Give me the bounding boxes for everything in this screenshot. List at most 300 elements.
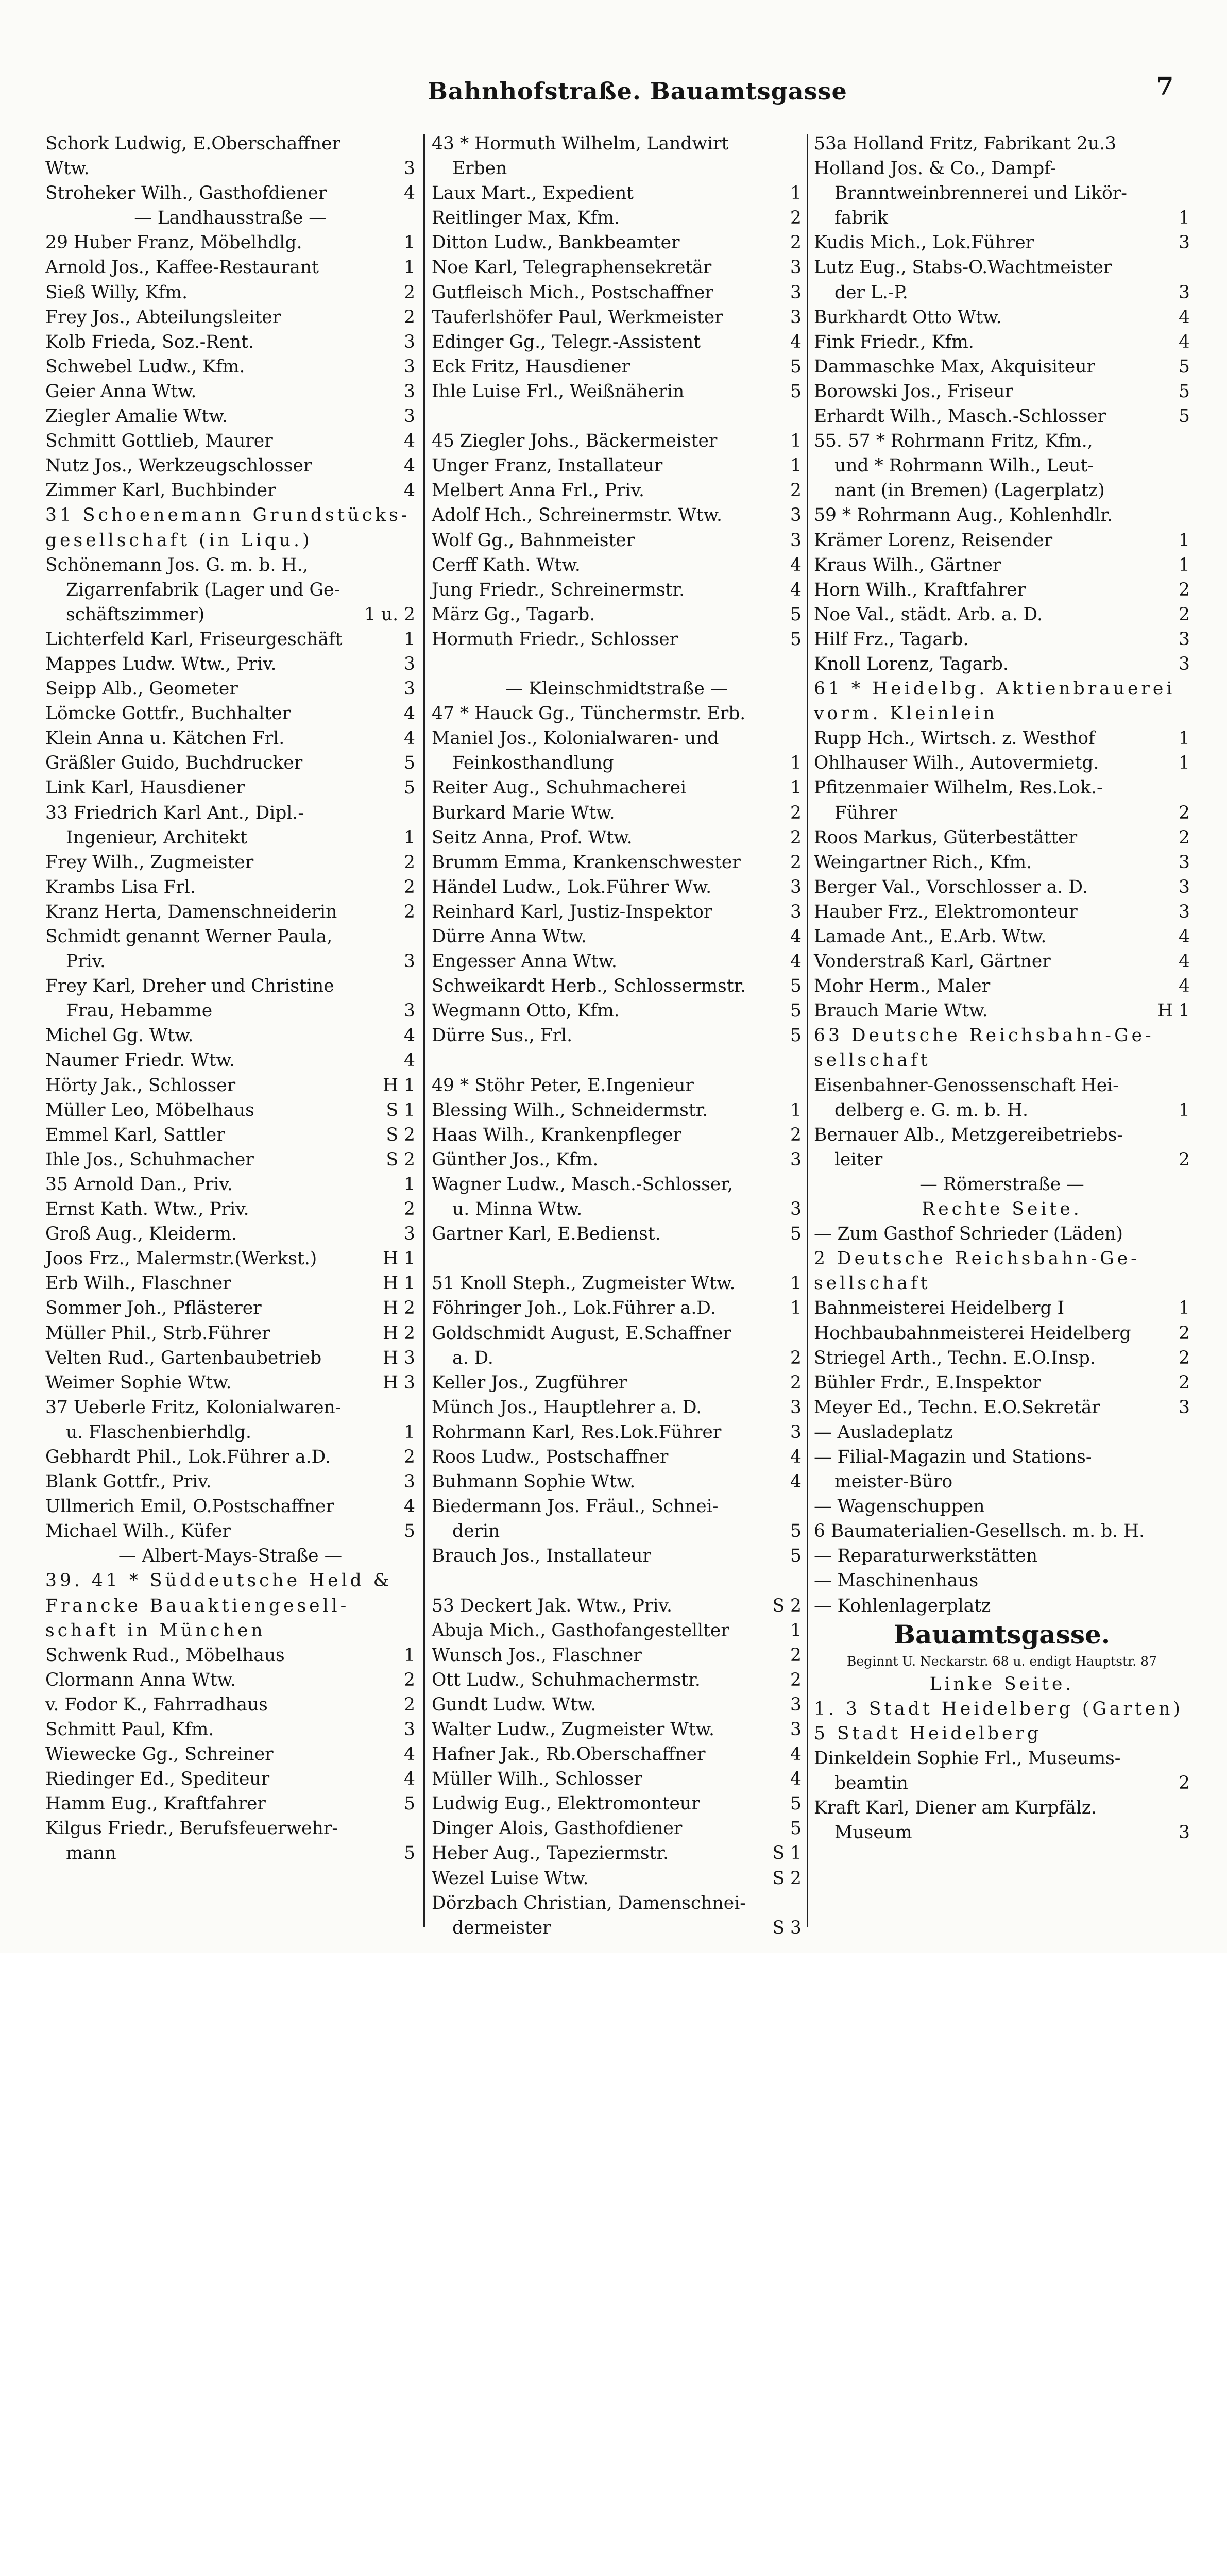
floor-number: 3 (404, 1719, 415, 1740)
entry-text: Krämer Lorenz, Reisender (814, 530, 1053, 551)
entry-text: Lutz Eug., Stabs-O.Wachtmeister (814, 257, 1112, 278)
directory-entry (45, 1197, 415, 1222)
entry-text: 61 * Heidelbg. Aktienbrauerei (814, 679, 1175, 700)
floor-number: 5 (404, 1843, 415, 1864)
entry-text: und * Rohrmann Wilh., Leut- (834, 455, 1094, 477)
floor-number: 5 (790, 1001, 802, 1022)
directory-entry (814, 602, 1190, 627)
entry-text: Francke Bauaktiengesell- (45, 1595, 350, 1616)
floor-number: 2 (404, 1446, 415, 1467)
entry-text: Naumer Friedr. Wtw. (45, 1050, 235, 1071)
directory-entry (814, 1697, 1190, 1721)
floor-number: S 1 (772, 1843, 802, 1864)
floor-number: 1 (790, 1620, 802, 1641)
directory-entry (432, 354, 802, 379)
floor-number: 2 (404, 876, 415, 897)
directory-entry (45, 1692, 415, 1717)
floor-number: 1 (790, 183, 802, 204)
floor-number: 4 (790, 926, 802, 947)
entry-text: Michel Gg. Wtw. (45, 1025, 194, 1046)
entry-text: Nutz Jos., Werkzeugschlosser (45, 455, 312, 477)
entry-text: 53a Holland Fritz, Fabrikant 2u.3 (814, 133, 1117, 154)
directory-entry (45, 1073, 415, 1098)
entry-text: leiter (834, 1149, 883, 1170)
entry-text: Gundt Ludw. Wtw. (432, 1694, 597, 1715)
entry-text: Bauamtsgasse. (893, 1619, 1111, 1650)
directory-entry (814, 280, 1190, 305)
entry-text: Edinger Gg., Telegr.-Assistent (432, 331, 701, 352)
directory-entry (814, 801, 1190, 825)
directory-entry (45, 553, 415, 578)
floor-number: 5 (404, 777, 415, 799)
directory-entry (45, 1544, 415, 1568)
entry-text: Knoll Lorenz, Tagarb. (814, 653, 1009, 674)
floor-number: 1 (790, 1273, 802, 1294)
directory-entry (814, 1073, 1190, 1098)
entry-text: Erben (452, 158, 507, 179)
floor-number: 1 (404, 1174, 415, 1195)
floor-number: 3 (404, 406, 415, 427)
directory-entry (814, 1618, 1190, 1651)
column-3 (814, 131, 1190, 1922)
directory-entry (432, 1594, 802, 1618)
directory-entry (45, 1767, 415, 1791)
floor-number: 2 (1179, 1372, 1190, 1393)
entry-text: 37 Ueberle Fritz, Kolonialwaren- (45, 1397, 342, 1418)
directory-entry (814, 1370, 1190, 1395)
floor-number: 1 (404, 232, 415, 253)
floor-number: 4 (404, 703, 415, 724)
directory-entry (432, 1073, 802, 1098)
directory-entry (45, 131, 415, 156)
footer (0, 1953, 1227, 2117)
directory-entry (814, 924, 1190, 949)
directory-entry (814, 775, 1190, 800)
directory-entry (814, 404, 1190, 429)
floor-number: 5 (1179, 356, 1190, 377)
floor-number: 4 (790, 1471, 802, 1493)
entry-text: Holland Jos. & Co., Dampf- (814, 158, 1056, 179)
directory-entry (814, 1420, 1190, 1445)
floor-number: 2 (790, 480, 802, 501)
floor-number: 4 (404, 183, 415, 204)
directory-entry (432, 1692, 802, 1717)
entry-text: Blank Gottfr., Priv. (45, 1471, 212, 1493)
entry-text: Gebhardt Phil., Lok.Führer a.D. (45, 1446, 331, 1467)
entry-text: beamtin (834, 1773, 908, 1793)
entry-text: Erhardt Wilh., Masch.-Schlosser (814, 406, 1106, 427)
entry-text: Dürre Anna Wtw. (432, 926, 587, 947)
directory-entry (432, 652, 802, 676)
floor-number: 2 (790, 1372, 802, 1393)
directory-entry (45, 726, 415, 751)
directory-entry (45, 478, 415, 503)
directory-entry (814, 1519, 1190, 1544)
entry-text: 43 * Hormuth Wilhelm, Landwirt (432, 133, 729, 154)
entry-text: Rupp Hch., Wirtsch. z. Westhof (814, 728, 1095, 749)
entry-text: Unger Franz, Installateur (432, 455, 663, 477)
directory-entry (432, 1147, 802, 1172)
entry-text: 29 Huber Franz, Möbelhdlg. (45, 232, 302, 253)
entry-text: Burkhardt Otto Wtw. (814, 307, 1002, 328)
directory-entry (814, 1494, 1190, 1519)
entry-text: Feinkosthandlung (452, 753, 614, 774)
column-1 (45, 131, 415, 1922)
floor-number: 2 (404, 852, 415, 873)
floor-number: 3 (1179, 1822, 1190, 1843)
directory-entry (432, 775, 802, 800)
entry-text: Abuja Mich., Gasthofangestellter (432, 1620, 729, 1641)
directory-entry (814, 974, 1190, 998)
floor-number: 4 (790, 331, 802, 352)
entry-text: Clormann Anna Wtw. (45, 1669, 236, 1690)
entry-text: Schmitt Paul, Kfm. (45, 1719, 214, 1740)
directory-entry (432, 875, 802, 900)
directory-entry (814, 751, 1190, 775)
directory-entry (45, 1717, 415, 1742)
entry-text: Führer (834, 802, 897, 823)
entry-text: Schweikardt Herb., Schlossermstr. (432, 976, 746, 997)
directory-entry (432, 1346, 802, 1370)
entry-text: März Gg., Tagarb. (432, 604, 595, 625)
entry-text: 39. 41 * Süddeutsche Held & (45, 1570, 393, 1591)
floor-number: 3 (790, 1719, 802, 1740)
directory-entry (814, 1123, 1190, 1147)
entry-text: derin (452, 1521, 500, 1542)
directory-entry (45, 330, 415, 354)
entry-text: Rohrmann Karl, Res.Lok.Führer (432, 1421, 722, 1443)
entry-text: Seipp Alb., Geometer (45, 679, 238, 700)
directory-entry (432, 701, 802, 726)
directory-entry (814, 578, 1190, 602)
entry-text: Sommer Joh., Pflästerer (45, 1298, 262, 1319)
entry-text: — Römerstraße — (919, 1174, 1084, 1195)
directory-entry (45, 1816, 415, 1841)
entry-text: Zigarrenfabrik (Lager und Ge- (66, 579, 340, 600)
entry-text: Noe Karl, Telegraphensekretär (432, 257, 712, 278)
entry-text: Maniel Jos., Kolonialwaren- und (432, 728, 719, 749)
directory-entry (45, 627, 415, 652)
entry-text: Eck Fritz, Hausdiener (432, 356, 630, 377)
entry-text: Michael Wilh., Küfer (45, 1521, 231, 1542)
directory-entry (45, 1346, 415, 1370)
directory-entry (432, 453, 802, 478)
entry-text: Ziegler Amalie Wtw. (45, 406, 228, 427)
directory-entry (45, 206, 415, 230)
directory-entry (432, 1816, 802, 1841)
floor-number: 2 (790, 1645, 802, 1666)
floor-number: 3 (404, 1224, 415, 1245)
entry-text: Ihle Jos., Schuhmacher (45, 1149, 254, 1170)
directory-entry (432, 1023, 802, 1048)
floor-number: 2 (1179, 1323, 1190, 1344)
directory-entry (432, 1717, 802, 1742)
entry-text: 63 Deutsche Reichsbahn-Ge- (814, 1025, 1154, 1046)
floor-number: 1 (404, 257, 415, 278)
directory-entry (45, 1791, 415, 1816)
entry-text: — Zum Gasthof Schrieder (Läden) (814, 1224, 1123, 1245)
entry-text: 59 * Rohrmann Aug., Kohlenhdlr. (814, 505, 1113, 526)
entry-text: Reiter Aug., Schuhmacherei (432, 777, 687, 799)
directory-entry (432, 1246, 802, 1271)
entry-text: Rechte Seite. (922, 1199, 1082, 1220)
entry-text: Kolb Frieda, Soz.-Rent. (45, 331, 254, 352)
floor-number: 5 (790, 604, 802, 625)
floor-number: 1 (404, 827, 415, 848)
floor-number: 3 (790, 1397, 802, 1418)
floor-number: 4 (404, 1050, 415, 1071)
directory-entry (814, 131, 1190, 156)
floor-number: 4 (404, 1744, 415, 1765)
floor-number: 1 (790, 431, 802, 452)
directory-entry (432, 1841, 802, 1866)
directory-entry (432, 206, 802, 230)
entry-text: Engesser Anna Wtw. (432, 951, 617, 972)
floor-number: S 1 (386, 1099, 415, 1121)
column-divider (807, 134, 808, 1927)
directory-entry (45, 429, 415, 453)
entry-text: Krambs Lisa Frl. (45, 876, 196, 897)
entry-text: Beginnt U. Neckarstr. 68 u. endigt Hauptstr. 87 (847, 1653, 1157, 1669)
floor-number: 3 (790, 1199, 802, 1220)
directory-entry (814, 900, 1190, 924)
entry-text: Meyer Ed., Techn. E.O.Sekretär (814, 1397, 1100, 1418)
directory-entry (814, 1672, 1190, 1697)
entry-text: Mohr Herm., Maler (814, 976, 991, 997)
entry-text: Priv. (66, 951, 106, 972)
directory-entry (432, 825, 802, 850)
directory-entry (814, 701, 1190, 726)
floor-number: H 1 (382, 1248, 415, 1269)
entry-text: Münch Jos., Hauptlehrer a. D. (432, 1397, 702, 1418)
directory-entry (814, 181, 1190, 206)
entry-text: Laux Mart., Expedient (432, 183, 634, 204)
floor-number: 3 (1179, 282, 1190, 303)
entry-text: Mappes Ludw. Wtw., Priv. (45, 653, 277, 674)
floor-number: 3 (404, 951, 415, 972)
entry-text: Riedinger Ed., Spediteur (45, 1769, 270, 1790)
entry-text: Hilf Frz., Tagarb. (814, 629, 969, 650)
entry-text: a. D. (452, 1347, 493, 1368)
directory-entry (432, 974, 802, 998)
floor-number: 2 (790, 1124, 802, 1145)
directory-entry (45, 1098, 415, 1123)
directory-entry (432, 503, 802, 528)
directory-entry (45, 825, 415, 850)
floor-number: 5 (790, 1025, 802, 1046)
entry-text: Brumm Emma, Krankenschwester (432, 852, 741, 873)
entry-text: Brauch Jos., Installateur (432, 1546, 651, 1567)
floor-number: S 2 (386, 1149, 415, 1170)
directory-entry (45, 1594, 415, 1618)
entry-text: delberg e. G. m. b. H. (834, 1099, 1028, 1121)
entry-text: Vonderstraß Karl, Gärtner (814, 951, 1051, 972)
directory-entry (432, 1222, 802, 1246)
entry-text: v. Fodor K., Fahrradhaus (45, 1694, 268, 1715)
directory-entry (432, 1544, 802, 1568)
floor-number: 2 (1179, 1149, 1190, 1170)
directory-entry (814, 230, 1190, 255)
directory-entry (45, 652, 415, 676)
floor-number: 2 (790, 1347, 802, 1368)
directory-entry (45, 528, 415, 553)
floor-number: S 2 (772, 1868, 802, 1889)
directory-entry (45, 1123, 415, 1147)
entry-text: Hamm Eug., Kraftfahrer (45, 1793, 266, 1815)
directory-entry (814, 1172, 1190, 1197)
entry-text: Wolf Gg., Bahnmeister (432, 530, 635, 551)
directory-entry (45, 1271, 415, 1296)
floor-number: 3 (790, 282, 802, 303)
directory-entry (432, 1296, 802, 1320)
entry-text: Velten Rud., Gartenbaubetrieb (45, 1347, 322, 1368)
entry-text: Hafner Jak., Rb.Oberschaffner (432, 1744, 706, 1765)
directory-entry (45, 1296, 415, 1320)
directory-entry (432, 1420, 802, 1445)
floor-number: S 2 (772, 1595, 802, 1616)
directory-entry (432, 255, 802, 280)
directory-entry (814, 553, 1190, 578)
floor-number: 5 (404, 753, 415, 774)
floor-number: 4 (404, 455, 415, 477)
directory-entry (432, 900, 802, 924)
directory-entry (432, 1048, 802, 1073)
directory-entry (814, 1395, 1190, 1420)
directory-entry (432, 751, 802, 775)
entry-text: Frey Karl, Dreher und Christine (45, 976, 334, 997)
directory-entry (45, 255, 415, 280)
entry-text: Adolf Hch., Schreinermstr. Wtw. (432, 505, 722, 526)
floor-number: 1 (790, 455, 802, 477)
directory-entry (45, 801, 415, 825)
entry-text: Reitlinger Max, Kfm. (432, 208, 620, 229)
entry-text: Müller Phil., Strb.Führer (45, 1323, 270, 1344)
floor-number: 1 (790, 777, 802, 799)
floor-number: 4 (1179, 951, 1190, 972)
floor-number: 5 (790, 381, 802, 402)
floor-number: 4 (1179, 331, 1190, 352)
entry-text: 51 Knoll Steph., Zugmeister Wtw. (432, 1273, 736, 1294)
entry-text: Melbert Anna Frl., Priv. (432, 480, 644, 501)
floor-number: 3 (404, 158, 415, 179)
floor-number: 3 (1179, 876, 1190, 897)
entry-text: Reinhard Karl, Justiz-Inspektor (432, 901, 712, 922)
entry-text: Eisenbahner-Genossenschaft Hei- (814, 1075, 1119, 1096)
floor-number: 1 (1179, 753, 1190, 774)
entry-text: Horn Wilh., Kraftfahrer (814, 579, 1026, 600)
directory-entry (432, 1916, 802, 1940)
entry-text: mann (66, 1843, 116, 1864)
directory-entry (814, 1023, 1190, 1048)
floor-number: 2 (1179, 1773, 1190, 1793)
directory-entry (45, 1321, 415, 1346)
directory-entry (432, 676, 802, 701)
floor-number: H 2 (382, 1323, 415, 1344)
entry-text: — Wagenschuppen (814, 1496, 985, 1517)
floor-number: 2 (790, 827, 802, 848)
entry-text: Burkard Marie Wtw. (432, 802, 615, 823)
directory-entry (45, 1568, 415, 1593)
entry-text: vorm. Kleinlein (814, 703, 998, 724)
directory-entry (814, 1296, 1190, 1320)
entry-text: Sieß Willy, Kfm. (45, 282, 188, 303)
entry-text: Branntweinbrennerei und Likör- (834, 183, 1127, 204)
directory-entry (432, 949, 802, 974)
column-2 (432, 131, 802, 1938)
entry-text: gesellschaft (in Liqu.) (45, 530, 313, 551)
floor-number: 1 (404, 629, 415, 650)
directory-entry (45, 701, 415, 726)
floor-number: 5 (1179, 381, 1190, 402)
floor-number: 4 (790, 579, 802, 600)
directory-entry (45, 875, 415, 900)
entry-text: Dürre Sus., Frl. (432, 1025, 573, 1046)
directory-entry (432, 1370, 802, 1395)
floor-number: 5 (790, 1224, 802, 1245)
entry-text: Cerff Kath. Wtw. (432, 554, 581, 575)
directory-entry (814, 875, 1190, 900)
entry-text: Lamade Ant., E.Arb. Wtw. (814, 926, 1047, 947)
floor-number: 3 (1179, 901, 1190, 922)
entry-text: Frau, Hebamme (66, 1001, 213, 1022)
directory-entry (45, 676, 415, 701)
entry-text: Buhmann Sophie Wtw. (432, 1471, 636, 1493)
floor-number: 2 (790, 852, 802, 873)
floor-number: 2 (404, 282, 415, 303)
floor-number: 3 (790, 530, 802, 551)
floor-number: 3 (790, 307, 802, 328)
directory-entry (45, 924, 415, 949)
directory-entry (45, 1668, 415, 1692)
directory-entry (814, 1594, 1190, 1618)
directory-entry (432, 1791, 802, 1816)
entry-text: Roos Ludw., Postschaffner (432, 1446, 669, 1467)
directory-entry (814, 305, 1190, 330)
entry-text: Klein Anna u. Kätchen Frl. (45, 728, 285, 749)
entry-text: Ditton Ludw., Bankbeamter (432, 232, 680, 253)
entry-text: Wegmann Otto, Kfm. (432, 1001, 620, 1022)
entry-text: der L.-P. (834, 282, 908, 303)
directory-entry (45, 1519, 415, 1544)
directory-entry (432, 1321, 802, 1346)
directory-entry (432, 379, 802, 404)
directory-entry (432, 404, 802, 429)
entry-text: Föhringer Joh., Lok.Führer a.D. (432, 1298, 716, 1319)
entry-text: Kraus Wilh., Gärtner (814, 554, 1001, 575)
floor-number: H 3 (382, 1372, 415, 1393)
floor-number: 1 (1179, 1298, 1190, 1319)
entry-text: — Filial-Magazin und Stations- (814, 1446, 1092, 1467)
entry-text: Groß Aug., Kleiderm. (45, 1224, 237, 1245)
floor-number: 5 (790, 976, 802, 997)
entry-text: Gutfleisch Mich., Postschaffner (432, 282, 713, 303)
directory-entry (432, 1618, 802, 1643)
directory-entry (432, 1767, 802, 1791)
directory-entry (45, 379, 415, 404)
floor-number: H 1 (382, 1075, 415, 1096)
floor-number: 3 (404, 356, 415, 377)
entry-text: u. Minna Wtw. (452, 1199, 583, 1220)
directory-entry (432, 578, 802, 602)
entry-text: — Albert-Mays-Straße — (118, 1546, 343, 1567)
floor-number: S 2 (386, 1124, 415, 1145)
floor-number: 3 (1179, 629, 1190, 650)
floor-number: 4 (790, 1744, 802, 1765)
directory-entry (45, 751, 415, 775)
floor-number: H 1 (382, 1273, 415, 1294)
directory-entry (432, 1866, 802, 1891)
entry-text: Striegel Arth., Techn. E.O.Insp. (814, 1347, 1096, 1368)
